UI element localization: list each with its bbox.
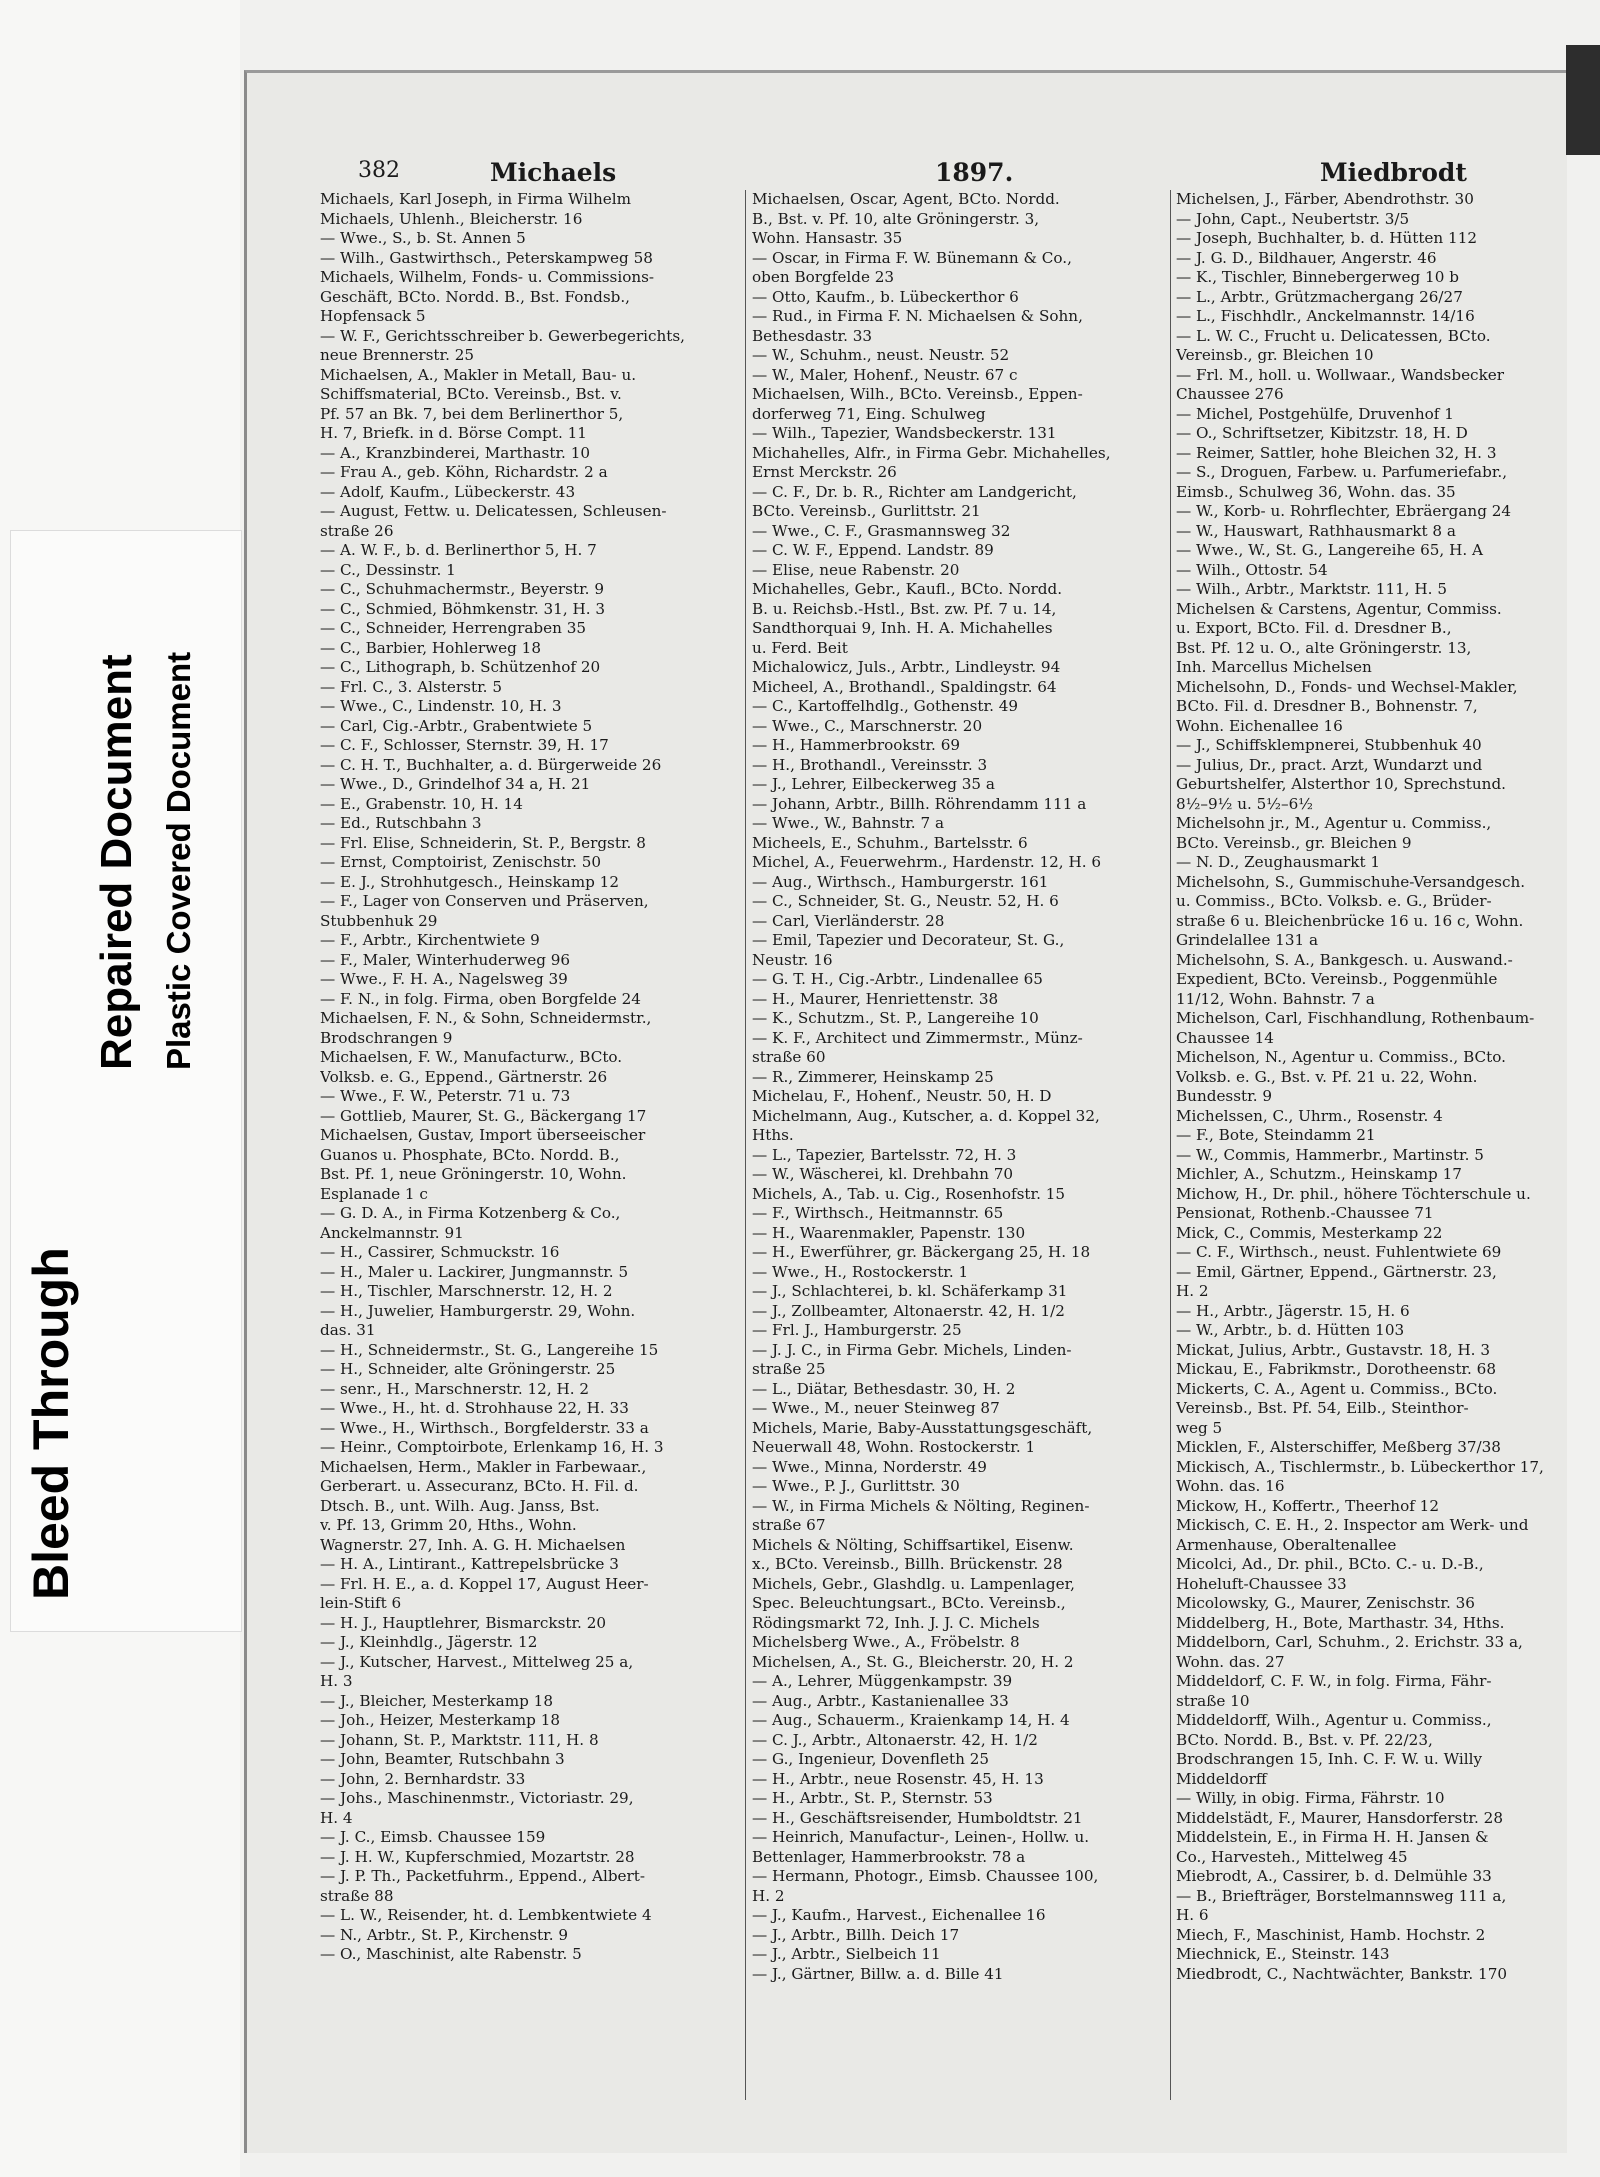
- directory-entry-line: — Rud., in Firma F. N. Michaelsen & Sohn,: [752, 307, 1083, 325]
- directory-entry-line: — Emil, Tapezier und Decorateur, St. G.,: [752, 931, 1065, 949]
- directory-entry-line: — Hermann, Photogr., Eimsb. Chaussee 100,: [752, 1867, 1099, 1885]
- directory-entry-line: — Adolf, Kaufm., Lübeckerstr. 43: [320, 482, 576, 501]
- plastic-covered-label: Plastic Covered Document: [160, 651, 197, 1070]
- directory-entry-line: — W., Wäscherei, kl. Drehbahn 70: [752, 1165, 1014, 1183]
- directory-entry-line: — H., Ewerführer, gr. Bäckergang 25, H. 18: [752, 1243, 1091, 1261]
- directory-entry-line: Michaelsen, Oscar, Agent, BCto. Nordd.: [752, 190, 1060, 208]
- directory-entry-line: Michaels, Uhlenh., Bleicherstr. 16: [320, 209, 583, 228]
- directory-entry-line: Miebrodt, A., Cassirer, b. d. Delmühle 33: [1176, 1867, 1492, 1885]
- directory-entry-line: — W., Arbtr., b. d. Hütten 103: [1176, 1321, 1405, 1339]
- directory-entry-line: Bettenlager, Hammerbrookstr. 78 a: [752, 1847, 1026, 1866]
- directory-entry-line: — J., Bleicher, Mesterkamp 18: [320, 1691, 554, 1710]
- directory-entry-line: Mickau, E., Fabrikmstr., Dorotheenstr. 68: [1176, 1360, 1496, 1378]
- directory-entry-line: straße 67: [752, 1516, 826, 1534]
- page-number: 382: [358, 158, 400, 183]
- directory-entry-line: Michelsberg Wwe., A., Fröbelstr. 8: [752, 1633, 1020, 1651]
- directory-entry-line: — J., Lehrer, Eilbeckerweg 35 a: [752, 775, 995, 793]
- directory-entry-line: — Wwe., C. F., Grasmannsweg 32: [752, 521, 1011, 540]
- directory-entry-line: — J., Arbtr., Billh. Deich 17: [752, 1925, 960, 1944]
- directory-entry-line: — C., Lithograph, b. Schützenhof 20: [320, 658, 601, 676]
- directory-entry-line: — C., Schmied, Böhmkenstr. 31, H. 3: [320, 599, 606, 618]
- directory-entry-line: — J., Schiffsklempnerei, Stubbenhuk 40: [1176, 736, 1482, 754]
- directory-entry-line: — Wilh., Ottostr. 54: [1176, 560, 1328, 579]
- directory-entry-line: dorferweg 71, Eing. Schulweg: [752, 404, 986, 423]
- directory-entry-line: — H., Cassirer, Schmuckstr. 16: [320, 1243, 560, 1261]
- directory-entry-line: — J. H. W., Kupferschmied, Mozartstr. 28: [320, 1847, 635, 1866]
- directory-entry-line: — L., Fischhdlr., Anckelmannstr. 14/16: [1176, 307, 1475, 325]
- directory-entry-line: oben Borgfelde 23: [752, 268, 895, 286]
- directory-entry-line: — Carl, Vierländerstr. 28: [752, 911, 945, 930]
- page-edge-shadow: [1566, 45, 1600, 155]
- directory-entry-line: Geburtshelfer, Alsterthor 10, Sprechstund.: [1176, 775, 1507, 793]
- directory-entry-line: Michahelles, Gebr., Kaufl., BCto. Nordd.: [752, 580, 1063, 598]
- directory-entry-line: Wohn. das. 27: [1176, 1652, 1285, 1671]
- directory-entry-line: — L., Diätar, Bethesdastr. 30, H. 2: [752, 1379, 1016, 1398]
- directory-entry-line: — H., Geschäftsreisender, Humboldtstr. 21: [752, 1808, 1083, 1827]
- directory-entry-line: — Michel, Postgehülfe, Druvenhof 1: [1176, 404, 1454, 423]
- directory-entry-line: Michaelsen, Herm., Makler in Farbewaar.,: [320, 1457, 647, 1476]
- directory-column-1: [320, 190, 730, 1965]
- directory-entry-line: — C. W. F., Eppend. Landstr. 89: [752, 541, 994, 559]
- directory-entry-line: — Wwe., P. J., Gurlittstr. 30: [752, 1477, 960, 1495]
- directory-entry-line: Micklen, F., Alsterschiffer, Meßberg 37/38: [1176, 1438, 1501, 1456]
- directory-entry-line: Michelsohn, S. A., Bankgesch. u. Auswand.-: [1176, 950, 1513, 969]
- directory-entry-line: Wohn. Hansastr. 35: [752, 229, 903, 247]
- directory-entry-line: Esplanade 1 c: [320, 1184, 428, 1203]
- directory-entry-line: Michaels, Karl Joseph, in Firma Wilhelm: [320, 190, 632, 208]
- directory-entry-line: lein-Stift 6: [320, 1594, 402, 1612]
- directory-entry-line: — W., in Firma Michels & Nölting, Reginen-: [752, 1496, 1090, 1515]
- directory-entry-line: Middelberg, H., Bote, Marthastr. 34, Hths.: [1176, 1613, 1505, 1632]
- directory-entry-line: — Frau A., geb. Köhn, Richardstr. 2 a: [320, 463, 608, 481]
- directory-entry-line: — Ernst, Comptoirist, Zenischstr. 50: [320, 853, 602, 871]
- directory-entry-line: Anckelmannstr. 91: [320, 1223, 464, 1242]
- directory-entry-line: Michler, A., Schutzm., Heinskamp 17: [1176, 1165, 1462, 1183]
- directory-entry-line: Stubbenhuk 29: [320, 911, 438, 930]
- directory-entry-line: — J., Zollbeamter, Altonaerstr. 42, H. 1/2: [752, 1301, 1065, 1320]
- directory-entry-line: Middelborn, Carl, Schuhm., 2. Erichstr. 33 a,: [1176, 1633, 1523, 1651]
- directory-entry-line: Eimsb., Schulweg 36, Wohn. das. 35: [1176, 482, 1456, 501]
- directory-entry-line: — Wwe., C., Lindenstr. 10, H. 3: [320, 697, 562, 715]
- directory-entry-line: Michelsohn, D., Fonds- und Wechsel-Makler,: [1176, 677, 1518, 696]
- directory-entry-line: — Wilh., Gastwirthsch., Peterskampweg 58: [320, 248, 653, 267]
- directory-entry-line: — Johann, Arbtr., Billh. Röhrendamm 111 a: [752, 794, 1087, 813]
- directory-entry-line: — G. T. H., Cig.-Arbtr., Lindenallee 65: [752, 970, 1043, 988]
- directory-entry-line: — C., Schneider, St. G., Neustr. 52, H. 6: [752, 892, 1059, 910]
- column-divider-2: [1170, 190, 1171, 2100]
- directory-entry-line: Mick, C., Commis, Mesterkamp 22: [1176, 1223, 1443, 1242]
- directory-entry-line: — S., Droguen, Farbew. u. Parfumeriefabr.,: [1176, 463, 1508, 481]
- directory-entry-line: — H., Juwelier, Hamburgerstr. 29, Wohn.: [320, 1301, 636, 1320]
- directory-entry-line: — L. W. C., Frucht u. Delicatessen, BCto.: [1176, 326, 1491, 345]
- directory-entry-line: — C., Kartoffelhdlg., Gothenstr. 49: [752, 697, 1019, 715]
- directory-entry-line: Michaelsen, A., Makler in Metall, Bau- u.: [320, 365, 637, 384]
- directory-entry-line: — J. G. D., Bildhauer, Angerstr. 46: [1176, 248, 1437, 267]
- directory-column-3: [1176, 190, 1586, 1984]
- directory-entry-line: Michels, Marie, Baby-Ausstattungsgeschäft,: [752, 1418, 1093, 1437]
- directory-entry-line: — K. F., Architect und Zimmermstr., Münz-: [752, 1028, 1083, 1047]
- directory-entry-line: Michelson, N., Agentur u. Commiss., BCto.: [1176, 1048, 1506, 1066]
- directory-entry-line: — J. P. Th., Packetfuhrm., Eppend., Albert-: [320, 1867, 646, 1885]
- directory-entry-line: — John, Capt., Neubertstr. 3/5: [1176, 209, 1410, 228]
- directory-entry-line: — Heinrich, Manufactur-, Leinen-, Hollw. u.: [752, 1828, 1090, 1846]
- directory-entry-line: Miechnick, E., Steinstr. 143: [1176, 1945, 1390, 1963]
- directory-entry-line: Bethesdastr. 33: [752, 326, 873, 345]
- directory-entry-line: — E. J., Strohhutgesch., Heinskamp 12: [320, 872, 619, 891]
- directory-entry-line: — C., Schneider, Herrengraben 35: [320, 619, 587, 637]
- directory-entry-line: — B., Briefträger, Borstelmannsweg 111 a,: [1176, 1886, 1507, 1905]
- directory-entry-line: — C., Dessinstr. 1: [320, 560, 456, 579]
- directory-entry-line: Co., Harvesteh., Mittelweg 45: [1176, 1847, 1408, 1866]
- directory-entry-line: straße 6 u. Bleichenbrücke 16 u. 16 c, Wohn.: [1176, 911, 1524, 930]
- directory-entry-line: — Wwe., C., Marschnerstr. 20: [752, 716, 983, 735]
- directory-entry-line: — F., Maler, Winterhuderweg 96: [320, 950, 571, 969]
- directory-entry-line: Brodschrangen 9: [320, 1028, 453, 1047]
- directory-entry-line: Michahelles, Alfr., in Firma Gebr. Michahelles,: [752, 443, 1111, 462]
- directory-entry-line: — Ed., Rutschbahn 3: [320, 814, 482, 832]
- directory-entry-line: — W., Korb- u. Rohrflechter, Ebräergang 24: [1176, 502, 1512, 520]
- directory-entry-line: Michow, H., Dr. phil., höhere Töchterschule u.: [1176, 1184, 1531, 1203]
- directory-entry-line: — W., Maler, Hohenf., Neustr. 67 c: [752, 365, 1018, 384]
- directory-entry-line: — A. W. F., b. d. Berlinerthor 5, H. 7: [320, 541, 597, 559]
- directory-entry-line: — H., Arbtr., Jägerstr. 15, H. 6: [1176, 1301, 1410, 1320]
- directory-entry-line: — J., Kleinhdlg., Jägerstr. 12: [320, 1633, 538, 1651]
- directory-entry-line: — Frl. J., Hamburgerstr. 25: [752, 1321, 962, 1339]
- directory-entry-line: — H., Schneidermstr., St. G., Langereihe 15: [320, 1340, 659, 1359]
- directory-entry-line: B., Bst. v. Pf. 10, alte Gröningerstr. 3,: [752, 209, 1040, 228]
- directory-entry-line: — Aug., Wirthsch., Hamburgerstr. 161: [752, 872, 1049, 891]
- directory-entry-line: — Wwe., H., Rostockerstr. 1: [752, 1262, 969, 1281]
- directory-entry-line: — John, Beamter, Rutschbahn 3: [320, 1750, 565, 1768]
- directory-entry-line: — F., Bote, Steindamm 21: [1176, 1126, 1376, 1144]
- directory-entry-line: — Otto, Kaufm., b. Lübeckerthor 6: [752, 287, 1019, 306]
- directory-entry-line: — Frl. C., 3. Alsterstr. 5: [320, 677, 502, 696]
- directory-entry-line: — Johs., Maschinenmstr., Victoriastr. 29,: [320, 1789, 634, 1807]
- directory-entry-line: Michelmann, Aug., Kutscher, a. d. Koppel 32,: [752, 1106, 1100, 1125]
- directory-entry-line: — Wwe., H., ht. d. Strohhause 22, H. 33: [320, 1399, 629, 1417]
- directory-entry-line: straße 25: [752, 1360, 826, 1378]
- directory-entry-line: — Joseph, Buchhalter, b. d. Hütten 112: [1176, 229, 1478, 247]
- directory-entry-line: Michelsen, A., St. G., Bleicherstr. 20, H. 2: [752, 1652, 1074, 1671]
- directory-entry-line: Michel, A., Feuerwehrm., Hardenstr. 12, H. 6: [752, 853, 1102, 871]
- directory-entry-line: — J. C., Eimsb. Chaussee 159: [320, 1828, 546, 1846]
- directory-entry-line: Spec. Beleuchtungsart., BCto. Vereinsb.,: [752, 1594, 1066, 1612]
- directory-entry-line: Mickisch, A., Tischlermstr., b. Lübeckerthor 17,: [1176, 1457, 1544, 1476]
- directory-entry-line: Michelsohn, S., Gummischuhe-Versandgesch.: [1176, 872, 1526, 891]
- directory-entry-line: Micheels, E., Schuhm., Bartelsstr. 6: [752, 833, 1028, 852]
- directory-entry-line: Michelsen, J., Färber, Abendrothstr. 30: [1176, 190, 1474, 208]
- directory-entry-line: Middelstädt, F., Maurer, Hansdorferstr. 28: [1176, 1808, 1504, 1827]
- directory-entry-line: — Wwe., Minna, Norderstr. 49: [752, 1457, 987, 1476]
- directory-entry-line: Michels, A., Tab. u. Cig., Rosenhofstr. 15: [752, 1184, 1066, 1203]
- directory-entry-line: — W., Hauswart, Rathhausmarkt 8 a: [1176, 521, 1456, 540]
- directory-entry-line: — W. F., Gerichtsschreiber b. Gewerbegerichts,: [320, 326, 685, 345]
- directory-entry-line: Middeldorff: [1176, 1769, 1267, 1788]
- directory-entry-line: Geschäft, BCto. Nordd. B., Bst. Fondsb.,: [320, 287, 631, 306]
- directory-entry-line: — Wwe., F. H. A., Nagelsweg 39: [320, 970, 568, 988]
- directory-entry-line: straße 88: [320, 1886, 394, 1905]
- directory-entry-line: Micolowsky, G., Maurer, Zenischstr. 36: [1176, 1594, 1475, 1612]
- directory-entry-line: Miedbrodt, C., Nachtwächter, Bankstr. 170: [1176, 1964, 1508, 1983]
- directory-entry-line: Ernst Merckstr. 26: [752, 463, 897, 481]
- directory-entry-line: — R., Zimmerer, Heinskamp 25: [752, 1067, 994, 1086]
- directory-entry-line: Middeldorf, C. F. W., in folg. Firma, Fähr-: [1176, 1672, 1492, 1690]
- directory-entry-line: Vereinsb., gr. Bleichen 10: [1176, 346, 1374, 364]
- directory-entry-line: — J., Arbtr., Sielbeich 11: [752, 1945, 941, 1963]
- directory-entry-line: Wagnerstr. 27, Inh. A. G. H. Michaelsen: [320, 1535, 626, 1554]
- directory-entry-line: — Johann, St. P., Marktstr. 111, H. 8: [320, 1730, 599, 1749]
- directory-entry-line: straße 26: [320, 521, 394, 540]
- directory-entry-line: H. 3: [320, 1672, 353, 1690]
- directory-entry-line: — H., Tischler, Marschnerstr. 12, H. 2: [320, 1282, 613, 1300]
- directory-entry-line: — L., Arbtr., Grützmachergang 26/27: [1176, 287, 1463, 306]
- directory-entry-line: B. u. Reichsb.-Hstl., Bst. zw. Pf. 7 u. 14,: [752, 599, 1057, 618]
- directory-entry-line: — C., Schuhmachermstr., Beyerstr. 9: [320, 580, 604, 598]
- directory-entry-line: Middeldorff, Wilh., Agentur u. Commiss.,: [1176, 1711, 1492, 1729]
- directory-entry-line: — John, 2. Bernhardstr. 33: [320, 1769, 526, 1788]
- directory-entry-line: Bundesstr. 9: [1176, 1087, 1273, 1105]
- directory-entry-line: — H., Waarenmakler, Papenstr. 130: [752, 1223, 1026, 1242]
- directory-entry-line: — Aug., Schauerm., Kraienkamp 14, H. 4: [752, 1711, 1070, 1729]
- directory-entry-line: — J., Schlachterei, b. kl. Schäferkamp 31: [752, 1282, 1068, 1300]
- directory-entry-line: — Willy, in obig. Firma, Fährstr. 10: [1176, 1789, 1445, 1807]
- directory-entry-line: — Oscar, in Firma F. W. Bünemann & Co.,: [752, 248, 1072, 267]
- directory-entry-line: — F. N., in folg. Firma, oben Borgfelde 24: [320, 989, 641, 1008]
- directory-entry-line: Middelstein, E., in Firma H. H. Jansen &: [1176, 1828, 1489, 1846]
- directory-entry-line: — Frl. M., holl. u. Wollwaar., Wandsbecker: [1176, 365, 1505, 384]
- column-divider-1: [745, 190, 746, 2100]
- directory-entry-line: — F., Arbtr., Kirchentwiete 9: [320, 931, 540, 949]
- directory-entry-line: — C. J., Arbtr., Altonaerstr. 42, H. 1/2: [752, 1730, 1038, 1749]
- directory-entry-line: das. 31: [320, 1321, 376, 1339]
- directory-entry-line: Micheel, A., Brothandl., Spaldingstr. 64: [752, 677, 1057, 696]
- directory-entry-line: Michelson, Carl, Fischhandlung, Rothenbaum-: [1176, 1009, 1535, 1027]
- directory-entry-line: u. Export, BCto. Fil. d. Dresdner B.,: [1176, 619, 1452, 637]
- directory-entry-line: — J., Gärtner, Billw. a. d. Bille 41: [752, 1964, 1004, 1983]
- directory-entry-line: — C. F., Schlosser, Sternstr. 39, H. 17: [320, 736, 609, 754]
- directory-entry-line: Michels & Nölting, Schiffsartikel, Eisenw.: [752, 1535, 1074, 1554]
- directory-entry-line: — Gottlieb, Maurer, St. G., Bäckergang 17: [320, 1106, 647, 1125]
- directory-entry-line: — K., Schutzm., St. P., Langereihe 10: [752, 1009, 1039, 1027]
- directory-entry-line: — senr., H., Marschnerstr. 12, H. 2: [320, 1379, 590, 1398]
- directory-entry-line: Bst. Pf. 12 u. O., alte Gröningerstr. 13,: [1176, 638, 1472, 657]
- directory-entry-line: — C. F., Wirthsch., neust. Fuhlentwiete 69: [1176, 1243, 1502, 1261]
- directory-entry-line: — N. D., Zeughausmarkt 1: [1176, 853, 1381, 871]
- directory-entry-line: — L. W., Reisender, ht. d. Lembkentwiete 4: [320, 1906, 652, 1924]
- directory-entry-line: Michaelsen, Wilh., BCto. Vereinsb., Eppen-: [752, 385, 1083, 403]
- directory-entry-line: — O., Schriftsetzer, Kibitzstr. 18, H. D: [1176, 424, 1468, 442]
- directory-entry-line: — J., Kaufm., Harvest., Eichenallee 16: [752, 1906, 1046, 1924]
- directory-entry-line: Wohn. Eichenallee 16: [1176, 716, 1343, 735]
- directory-entry-line: — H., Brothandl., Vereinsstr. 3: [752, 755, 988, 774]
- directory-entry-line: — K., Tischler, Binnebergerweg 10 b: [1176, 268, 1459, 286]
- directory-entry-line: — Elise, neue Rabenstr. 20: [752, 560, 960, 579]
- directory-entry-line: BCto. Nordd. B., Bst. v. Pf. 22/23,: [1176, 1730, 1433, 1749]
- directory-entry-line: Michaelsen, Gustav, Import überseeischer: [320, 1126, 646, 1144]
- directory-entry-line: Wohn. das. 16: [1176, 1477, 1285, 1495]
- directory-entry-line: Gerberart. u. Assecuranz, BCto. H. Fil. d.: [320, 1477, 639, 1495]
- directory-entry-line: neue Brennerstr. 25: [320, 346, 475, 364]
- directory-entry-line: Michalowicz, Juls., Arbtr., Lindleystr. 94: [752, 658, 1061, 676]
- directory-entry-line: — J., Kutscher, Harvest., Mittelweg 25 a,: [320, 1652, 634, 1671]
- directory-entry-line: BCto. Fil. d. Dresdner B., Bohnenstr. 7,: [1176, 697, 1478, 715]
- directory-entry-line: straße 60: [752, 1048, 826, 1066]
- directory-entry-line: — Carl, Cig.-Arbtr., Grabentwiete 5: [320, 716, 593, 735]
- directory-entry-line: Expedient, BCto. Vereinsb., Poggenmühle: [1176, 970, 1498, 988]
- directory-entry-line: — G. D. A., in Firma Kotzenberg & Co.,: [320, 1204, 621, 1222]
- directory-entry-line: x., BCto. Vereinsb., Billh. Brückenstr. 28: [752, 1555, 1063, 1573]
- directory-entry-line: BCto. Vereinsb., Gurlittstr. 21: [752, 502, 981, 520]
- header-right-word: Miedbrodt: [1320, 158, 1467, 187]
- directory-entry-line: weg 5: [1176, 1418, 1223, 1437]
- directory-column-2: [752, 190, 1162, 1984]
- directory-entry-line: Michelsohn jr., M., Agentur u. Commiss.,: [1176, 814, 1492, 832]
- directory-entry-line: — A., Lehrer, Müggenkampstr. 39: [752, 1672, 1013, 1690]
- directory-entry-line: u. Commiss., BCto. Volksb. e. G., Brüder-: [1176, 892, 1492, 910]
- repaired-document-label: Repaired Document: [92, 654, 141, 1070]
- directory-entry-line: Bst. Pf. 1, neue Gröningerstr. 10, Wohn.: [320, 1165, 627, 1183]
- directory-entry-line: — August, Fettw. u. Delicatessen, Schleusen-: [320, 502, 667, 520]
- directory-entry-line: Hths.: [752, 1126, 794, 1144]
- directory-entry-line: — Wilh., Tapezier, Wandsbeckerstr. 131: [752, 424, 1057, 442]
- directory-entry-line: — O., Maschinist, alte Rabenstr. 5: [320, 1945, 582, 1963]
- directory-entry-line: Michaelsen, F. N., & Sohn, Schneidermstr.,: [320, 1009, 652, 1027]
- directory-entry-line: — Wwe., W., St. G., Langereihe 65, H. A: [1176, 541, 1483, 559]
- directory-entry-line: Armenhause, Oberaltenallee: [1176, 1535, 1397, 1554]
- directory-entry-line: Michels, Gebr., Glashdlg. u. Lampenlager,: [752, 1574, 1075, 1593]
- directory-entry-line: — H., Hammerbrookstr. 69: [752, 736, 961, 754]
- directory-entry-line: — E., Grabenstr. 10, H. 14: [320, 794, 523, 813]
- directory-entry-line: — Wwe., W., Bahnstr. 7 a: [752, 814, 944, 832]
- directory-entry-line: H. 2: [1176, 1282, 1209, 1300]
- directory-entry-line: — Frl. Elise, Schneiderin, St. P., Bergstr. 8: [320, 833, 646, 852]
- directory-entry-line: 11/12, Wohn. Bahnstr. 7 a: [1176, 989, 1375, 1008]
- directory-entry-line: — H. J., Hauptlehrer, Bismarckstr. 20: [320, 1613, 607, 1632]
- directory-entry-line: — Wwe., D., Grindelhof 34 a, H. 21: [320, 775, 591, 793]
- directory-entry-line: H. 4: [320, 1808, 353, 1827]
- directory-entry-line: Brodschrangen 15, Inh. C. F. W. u. Willy: [1176, 1750, 1483, 1768]
- directory-entry-line: — Aug., Arbtr., Kastanienallee 33: [752, 1691, 1009, 1710]
- directory-entry-line: — L., Tapezier, Bartelsstr. 72, H. 3: [752, 1145, 1017, 1164]
- directory-entry-line: H. 6: [1176, 1906, 1209, 1924]
- directory-entry-line: u. Ferd. Beit: [752, 638, 848, 657]
- directory-entry-line: Michelsen & Carstens, Agentur, Commiss.: [1176, 599, 1502, 618]
- directory-entry-line: Michelssen, C., Uhrm., Rosenstr. 4: [1176, 1106, 1443, 1125]
- directory-entry-line: — Frl. H. E., a. d. Koppel 17, August Heer-: [320, 1574, 649, 1593]
- directory-entry-line: Chaussee 14: [1176, 1028, 1274, 1047]
- directory-entry-line: — Wwe., H., Wirthsch., Borgfelderstr. 33 a: [320, 1418, 649, 1437]
- directory-entry-line: — Julius, Dr., pract. Arzt, Wundarzt und: [1176, 755, 1483, 774]
- directory-entry-line: — Emil, Gärtner, Eppend., Gärtnerstr. 23,: [1176, 1262, 1497, 1281]
- directory-entry-line: — F., Lager von Conserven und Präserven,: [320, 892, 649, 910]
- directory-entry-line: — N., Arbtr., St. P., Kirchenstr. 9: [320, 1925, 569, 1944]
- directory-entry-line: Hopfensack 5: [320, 307, 426, 325]
- directory-entry-line: Dtsch. B., unt. Wilh. Aug. Janss, Bst.: [320, 1496, 600, 1515]
- directory-entry-line: Micolci, Ad., Dr. phil., BCto. C.- u. D.-B.,: [1176, 1555, 1484, 1573]
- directory-entry-line: — J. J. C., in Firma Gebr. Michels, Linden-: [752, 1340, 1072, 1359]
- directory-entry-line: — H., Arbtr., St. P., Sternstr. 53: [752, 1789, 993, 1807]
- directory-entry-line: — C. H. T., Buchhalter, a. d. Bürgerweide 26: [320, 755, 662, 774]
- directory-entry-line: — W., Schuhm., neust. Neustr. 52: [752, 346, 1010, 364]
- directory-entry-line: — H., Arbtr., neue Rosenstr. 45, H. 13: [752, 1769, 1044, 1788]
- directory-entry-line: — H., Maurer, Henriettenstr. 38: [752, 989, 999, 1008]
- directory-entry-line: Neuerwall 48, Wohn. Rostockerstr. 1: [752, 1438, 1036, 1456]
- directory-entry-line: straße 10: [1176, 1691, 1250, 1710]
- directory-entry-line: Mickow, H., Koffertr., Theerhof 12: [1176, 1496, 1439, 1515]
- header-left-word: Michaels: [490, 158, 617, 187]
- directory-entry-line: — W., Commis, Hammerbr., Martinstr. 5: [1176, 1145, 1484, 1164]
- directory-entry-line: Mickisch, C. E. H., 2. Inspector am Werk- und: [1176, 1516, 1529, 1534]
- directory-entry-line: v. Pf. 13, Grimm 20, Hths., Wohn.: [320, 1516, 577, 1534]
- directory-entry-line: Vereinsb., Bst. Pf. 54, Eilb., Steinthor-: [1176, 1399, 1469, 1417]
- directory-entry-line: BCto. Vereinsb., gr. Bleichen 9: [1176, 833, 1412, 852]
- directory-entry-line: — C., Barbier, Hohlerweg 18: [320, 638, 542, 657]
- directory-entry-line: Chaussee 276: [1176, 385, 1284, 403]
- directory-entry-line: — H., Maler u. Lackirer, Jungmannstr. 5: [320, 1262, 629, 1281]
- directory-entry-line: Hoheluft-Chaussee 33: [1176, 1574, 1347, 1593]
- header-year: 1897.: [935, 158, 1014, 187]
- directory-entry-line: — G., Ingenieur, Dovenfleth 25: [752, 1750, 990, 1768]
- directory-entry-line: Pf. 57 an Bk. 7, bei dem Berlinerthor 5,: [320, 404, 624, 423]
- directory-entry-line: Michelau, F., Hohenf., Neustr. 50, H. D: [752, 1087, 1052, 1105]
- directory-entry-line: H. 7, Briefk. in d. Börse Compt. 11: [320, 424, 587, 442]
- directory-entry-line: Pensionat, Rothenb.-Chaussee 71: [1176, 1204, 1434, 1222]
- directory-entry-line: Michaels, Wilhelm, Fonds- u. Commissions-: [320, 268, 655, 286]
- directory-entry-line: — Wwe., S., b. St. Annen 5: [320, 229, 526, 247]
- directory-entry-line: 8½–9½ u. 5½–6½: [1176, 794, 1313, 813]
- directory-entry-line: Miech, F., Maschinist, Hamb. Hochstr. 2: [1176, 1925, 1486, 1944]
- directory-entry-line: Inh. Marcellus Michelsen: [1176, 658, 1372, 676]
- directory-entry-line: Mickerts, C. A., Agent u. Commiss., BCto.: [1176, 1379, 1498, 1398]
- directory-entry-line: — Wwe., F. W., Peterstr. 71 u. 73: [320, 1087, 571, 1105]
- directory-entry-line: Neustr. 16: [752, 950, 833, 969]
- directory-entry-line: — Reimer, Sattler, hohe Bleichen 32, H. 3: [1176, 443, 1497, 462]
- directory-entry-line: Mickat, Julius, Arbtr., Gustavstr. 18, H. 3: [1176, 1340, 1491, 1359]
- directory-entry-line: — A., Kranzbinderei, Marthastr. 10: [320, 443, 591, 462]
- directory-entry-line: Schiffsmaterial, BCto. Vereinsb., Bst. v.: [320, 385, 622, 403]
- directory-entry-line: — Heinr., Comptoirbote, Erlenkamp 16, H. 3: [320, 1438, 664, 1456]
- directory-entry-line: — H. A., Lintirant., Kattrepelsbrücke 3: [320, 1555, 619, 1573]
- directory-entry-line: Volksb. e. G., Bst. v. Pf. 21 u. 22, Wohn.: [1176, 1067, 1478, 1086]
- bleed-through-label: Bleed Through: [23, 1247, 79, 1600]
- directory-entry-line: Rödingsmarkt 72, Inh. J. J. C. Michels: [752, 1613, 1040, 1632]
- directory-entry-line: — H., Schneider, alte Gröningerstr. 25: [320, 1360, 616, 1378]
- directory-entry-line: Grindelallee 131 a: [1176, 931, 1319, 949]
- directory-entry-line: — Wilh., Arbtr., Marktstr. 111, H. 5: [1176, 580, 1447, 598]
- directory-entry-line: Sandthorquai 9, Inh. H. A. Michahelles: [752, 619, 1053, 637]
- directory-entry-line: — C. F., Dr. b. R., Richter am Landgericht,: [752, 482, 1077, 501]
- directory-entry-line: — Wwe., M., neuer Steinweg 87: [752, 1399, 1000, 1417]
- directory-entry-line: H. 2: [752, 1886, 785, 1905]
- directory-entry-line: — Joh., Heizer, Mesterkamp 18: [320, 1711, 561, 1729]
- directory-entry-line: Volksb. e. G., Eppend., Gärtnerstr. 26: [320, 1067, 608, 1086]
- directory-entry-line: Michaelsen, F. W., Manufacturw., BCto.: [320, 1048, 623, 1066]
- directory-entry-line: Guanos u. Phosphate, BCto. Nordd. B.,: [320, 1145, 620, 1164]
- directory-entry-line: — F., Wirthsch., Heitmannstr. 65: [752, 1204, 1004, 1222]
